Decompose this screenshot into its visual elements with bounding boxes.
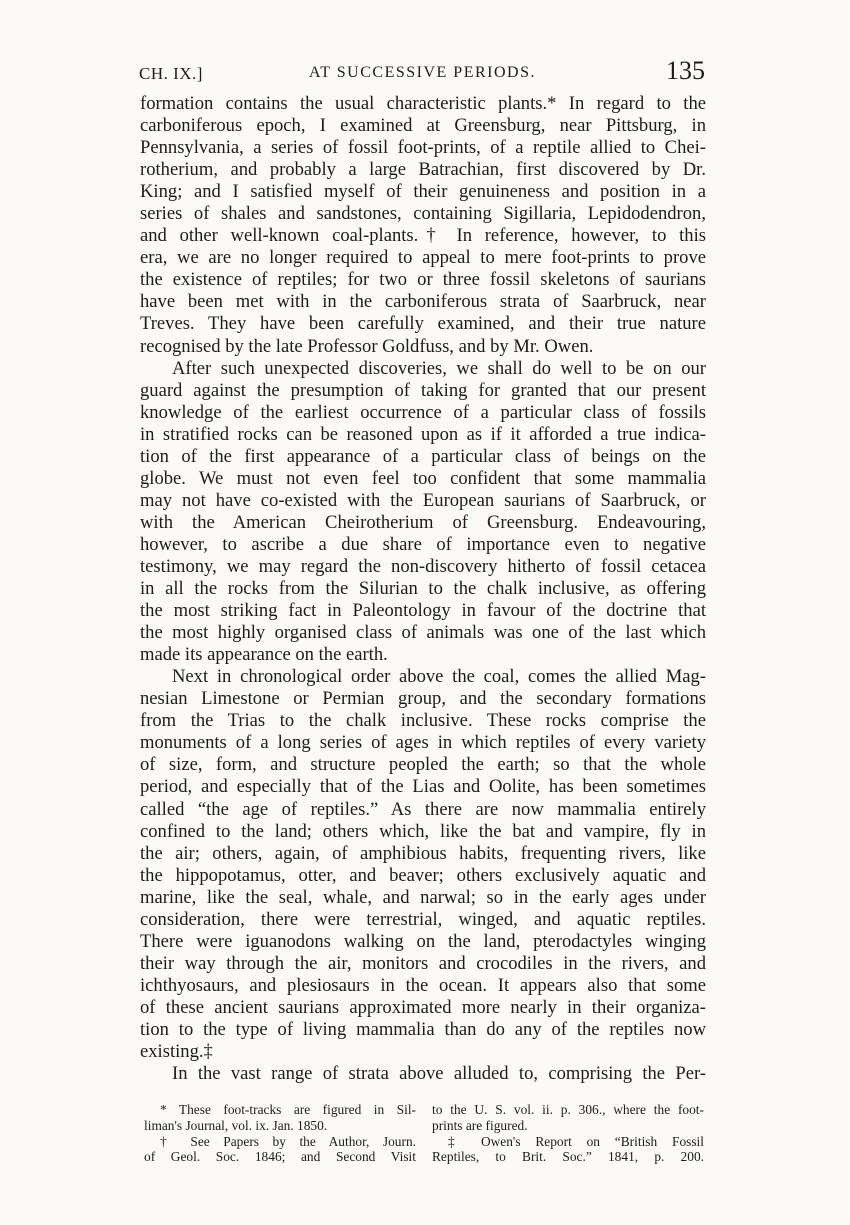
text-line: Next in chronological order above the coal, comes the allied Mag- — [172, 666, 706, 688]
footnote-line: of Geol. Soc. 1846; and Second Visit — [144, 1149, 416, 1165]
text-line: tion to the type of living mammalia than do any of the reptiles now — [140, 1018, 706, 1040]
text-line: the most striking fact in Paleontology in favour of the doctrine that — [140, 600, 706, 622]
text-line: marine, like the seal, whale, and narwal; so in the early ages under — [140, 886, 706, 908]
text-line: the hippopotamus, otter, and beaver; others exclusively aquatic and — [140, 864, 706, 886]
text-line: from the Trias to the chalk inclusive. These rocks comprise the — [140, 710, 706, 732]
text-line: globe. We must not even feel too confident that some mammalia — [140, 467, 706, 489]
footnote-line: ‡ Owen's Report on “British Fossil — [448, 1133, 704, 1149]
footnote-line: * These foot-tracks are figured in Sil- — [160, 1102, 416, 1117]
text-line: the air; others, again, of amphibious habits, frequenting rivers, like — [140, 842, 706, 864]
text-line: testimony, we may regard the non-discovery hitherto of fossil cetacea — [140, 555, 706, 577]
text-line: in stratified rocks can be reasoned upon as if it afforded a true indica- — [140, 423, 706, 445]
text-line: existing.‡ — [140, 1041, 213, 1063]
text-line: the most highly organised class of animals was one of the last which — [140, 622, 706, 644]
text-line: however, to ascribe a due share of importance even to negative — [140, 533, 706, 555]
text-line: King; and I satisfied myself of their genuineness and position in a — [140, 181, 706, 203]
text-line: the existence of reptiles; for two or three fossil skeletons of saurians — [140, 269, 706, 291]
text-line: guard against the presumption of taking for granted that our present — [140, 379, 706, 401]
running-header — [139, 56, 705, 90]
text-line: tion of the first appearance of a particular class of beings on the — [140, 445, 706, 467]
text-line: have been met with in the carboniferous strata of Saarbruck, near — [140, 291, 706, 313]
running-title: AT SUCCESSIVE PERIODS. — [309, 64, 536, 81]
text-line: era, we are no longer required to appeal to mere foot-prints to prove — [140, 247, 706, 269]
text-line: carboniferous epoch, I examined at Greensburg, near Pittsburg, in — [140, 115, 706, 137]
text-line: of these ancient saurians approximated more nearly in their organiza- — [140, 996, 706, 1018]
text-line: in all the rocks from the Silurian to the chalk inclusive, as offering — [140, 578, 706, 600]
footnote-line: Reptiles, to Brit. Soc.” 1841, p. 200. — [432, 1149, 704, 1165]
text-line: knowledge of the earliest occurrence of a particular class of fossils — [140, 401, 706, 423]
page-number: 135 — [666, 56, 705, 85]
text-line: made its appearance on the earth. — [140, 644, 388, 666]
footnote-line: liman's Journal, vol. ix. Jan. 1850. — [144, 1117, 328, 1133]
footnotes — [144, 1102, 706, 1172]
text-line: formation contains the usual characteristic plants.* In regard to the — [140, 93, 706, 114]
text-line: may not have co-existed with the European saurians of Saarbruck, or — [140, 489, 706, 511]
text-line: ichthyosaurs, and plesiosaurs in the ocean. It appears also that some — [140, 974, 706, 996]
footnote-column-right — [432, 1102, 704, 1165]
footnote-column-left — [144, 1102, 416, 1165]
text-line: their way through the air, monitors and crocodiles in the rivers, and — [140, 952, 706, 974]
footnote-line: prints are figured. — [432, 1117, 528, 1133]
text-line: of size, form, and structure peopled the earth; so that the whole — [140, 754, 706, 776]
text-line: Treves. They have been carefully examined, and their true nature — [140, 313, 706, 335]
body-text — [140, 93, 706, 1085]
text-line: There were iguanodons walking on the land, pterodactyles winging — [140, 930, 706, 952]
footnote-line: † See Papers by the Author, Journ. — [160, 1133, 416, 1149]
footnote-line: to the U. S. vol. ii. p. 306., where the foot- — [432, 1102, 704, 1117]
text-line: consideration, there were terrestrial, winged, and aquatic reptiles. — [140, 908, 706, 930]
text-line: nesian Limestone or Permian group, and the secondary formations — [140, 688, 706, 710]
text-line: period, and especially that of the Lias and Oolite, has been sometimes — [140, 776, 706, 798]
text-line: monuments of a long series of ages in which reptiles of every variety — [140, 732, 706, 754]
text-line: and other well-known coal-plants.† In reference, however, to this — [140, 225, 706, 247]
chapter-label: CH. IX.] — [139, 64, 203, 83]
text-line: Pennsylvania, a series of fossil foot-prints, of a reptile allied to Chei- — [140, 137, 706, 159]
text-line: series of shales and sandstones, containing Sigillaria, Lepidodendron, — [140, 203, 706, 225]
text-line: rotherium, and probably a large Batrachian, first discovered by Dr. — [140, 159, 706, 181]
text-line: recognised by the late Professor Goldfuss, and by Mr. Owen. — [140, 335, 594, 357]
text-line: called “the age of reptiles.” As there are now mammalia entirely — [140, 798, 706, 820]
text-line: After such unexpected discoveries, we shall do well to be on our — [172, 357, 706, 379]
text-line: with the American Cheirotherium of Greensburg. Endeavouring, — [140, 511, 706, 533]
text-line: confined to the land; others which, like the bat and vampire, fly in — [140, 820, 706, 842]
text-line: In the vast range of strata above alluded to, comprising the Per- — [172, 1063, 706, 1085]
